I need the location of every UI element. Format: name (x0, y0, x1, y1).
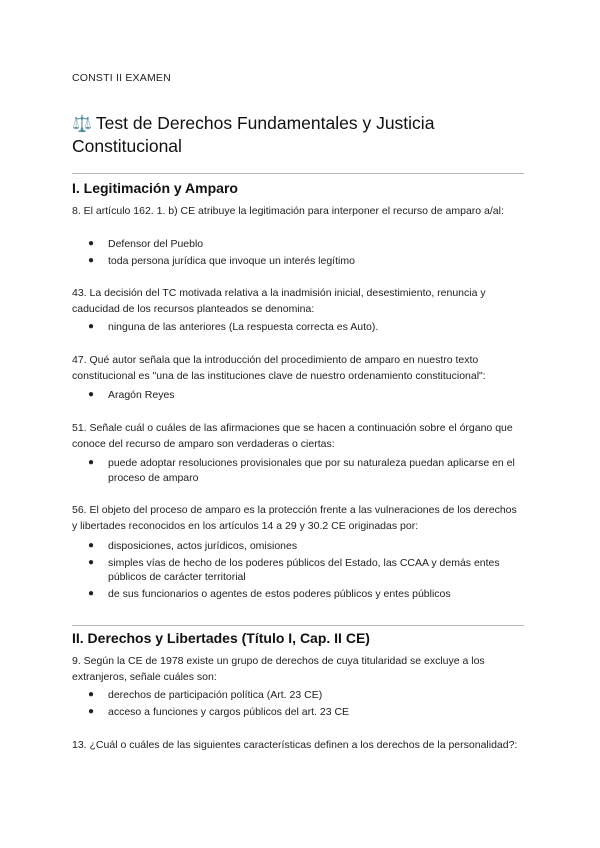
section-divider (72, 625, 524, 626)
page-header: CONSTI II EXAMEN (72, 72, 171, 84)
bullet-icon: ● (88, 389, 95, 400)
document-title-text: Test de Derechos Fundamentales y Justicia Constitucional (72, 113, 435, 156)
answer-item: ● derechos de participación política (Art. 23 CE) (88, 689, 323, 701)
question-47: 47. Qué autor señala que la introducción del procedimiento de amparo en nuestro texto constitucional es "una de las instituciones clave de nuestro ordenamiento constitucional": (72, 354, 486, 382)
question-13: 13. ¿Cuál o cuáles de las siguientes características definen a los derechos de la personalidad?: (72, 739, 518, 751)
bullet-icon: ● (88, 254, 95, 266)
answer-item: ● Aragón Reyes (88, 389, 175, 401)
answer-item: ● toda persona jurídica que invoque un interés legítimo (88, 254, 355, 267)
question-8: 8. El artículo 162. 1. b) CE atribuye la legitimación para interponer el recurso de amparo a/al: (72, 205, 504, 217)
answer-list (72, 539, 524, 603)
answer-list (72, 388, 524, 405)
bullet-icon: ● (88, 321, 95, 332)
question-9: 9. Según la CE de 1978 existe un grupo de derechos de cuya titularidad se excluye a los extranjeros, señale cuáles son: (72, 655, 485, 683)
answer-item: ● puede adoptar resoluciones provisionales que por su naturaleza puedan aplicarse en el proceso de amparo (88, 457, 515, 484)
answer-item: ● simples vías de hecho de los poderes públicos del Estado, las CCAA y demás entes públicos de carácter territorial (88, 556, 500, 583)
section-heading: I. Legitimación y Amparo (72, 180, 238, 196)
answer-list (72, 688, 524, 721)
question-43: 43. La decisión del TC motivada relativa a la inadmisión inicial, desestimiento, renuncia y caducidad de los recursos planteados se denomina: (72, 287, 486, 315)
bullet-icon: ● (88, 689, 95, 700)
bullet-icon: ● (88, 556, 95, 568)
answer-list (72, 456, 524, 487)
document-title (72, 112, 532, 158)
question-56: 56. El objeto del proceso de amparo es la protección frente a las vulneraciones de los derechos y libertades reconocidos en los artículos 14 a 29 y 30.2 CE originadas por: (72, 504, 517, 532)
answer-item: ● disposiciones, actos jurídicos, omisiones (88, 540, 298, 552)
answer-item: ● ninguna de las anteriores (La respuesta correcta es Auto). (88, 321, 379, 333)
bullet-icon: ● (88, 540, 95, 551)
bullet-icon: ● (88, 457, 95, 468)
scales-icon: ⚖️ (72, 114, 92, 133)
bullet-icon: ● (88, 705, 95, 717)
section-heading: II. Derechos y Libertades (Título I, Cap. II CE) (72, 630, 370, 646)
bullet-icon: ● (88, 587, 95, 599)
answer-item: ● acceso a funciones y cargos públicos del art. 23 CE (88, 705, 350, 718)
bullet-icon: ● (88, 238, 95, 249)
answer-item: ● de sus funcionarios o agentes de estos poderes públicos y entes públicos (88, 587, 451, 600)
answer-item: ● Defensor del Pueblo (88, 238, 204, 250)
answer-list (72, 320, 524, 337)
question-51: 51. Señale cuál o cuáles de las afirmaciones que se hacen a continuación sobre el órgano que conoce del recurso de amparo son verdaderas o ciertas: (72, 422, 513, 450)
section-divider (72, 173, 524, 174)
answer-list (72, 237, 524, 270)
